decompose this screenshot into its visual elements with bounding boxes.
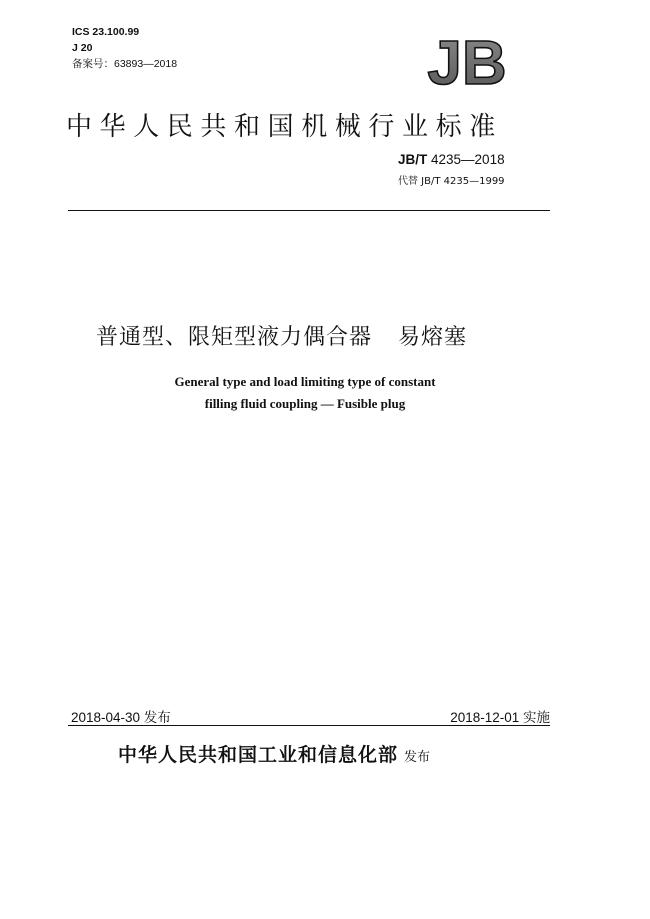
chinese-title xyxy=(96,320,467,351)
footer-divider xyxy=(68,725,550,726)
replaces-note: 代替 JB/T 4235—1999 xyxy=(398,176,505,187)
header-divider xyxy=(68,210,550,211)
issuer xyxy=(118,740,430,767)
issuer-name: 中华人民共和国工业和信息化部 xyxy=(118,744,399,766)
chinese-title-sub: 易熔塞 xyxy=(398,325,468,350)
logo-text: JB xyxy=(427,32,507,90)
record-number: 备案号：63893—2018 xyxy=(72,58,178,70)
english-title-line1: General type and load limiting type of constant xyxy=(174,374,436,389)
jb-logo xyxy=(412,32,522,90)
implement-date: 2018-12-01 实施 xyxy=(450,710,550,725)
ccs-code: J 20 xyxy=(72,42,93,54)
code-prefix: JB/T xyxy=(398,152,428,167)
ics-code: ICS 23.100.99 xyxy=(72,26,140,38)
standard-category-title: 中华人民共和国机械行业标准 xyxy=(66,112,503,142)
english-title-line2: filling fluid coupling — Fusible plug xyxy=(204,396,406,411)
code-number: 4235—2018 xyxy=(427,152,505,167)
standard-code xyxy=(398,152,505,167)
issuer-suffix: 发布 xyxy=(404,750,431,765)
chinese-title-main: 普通型、限矩型液力偶合器 xyxy=(96,325,373,350)
publish-date: 2018-04-30 发布 xyxy=(71,710,171,725)
